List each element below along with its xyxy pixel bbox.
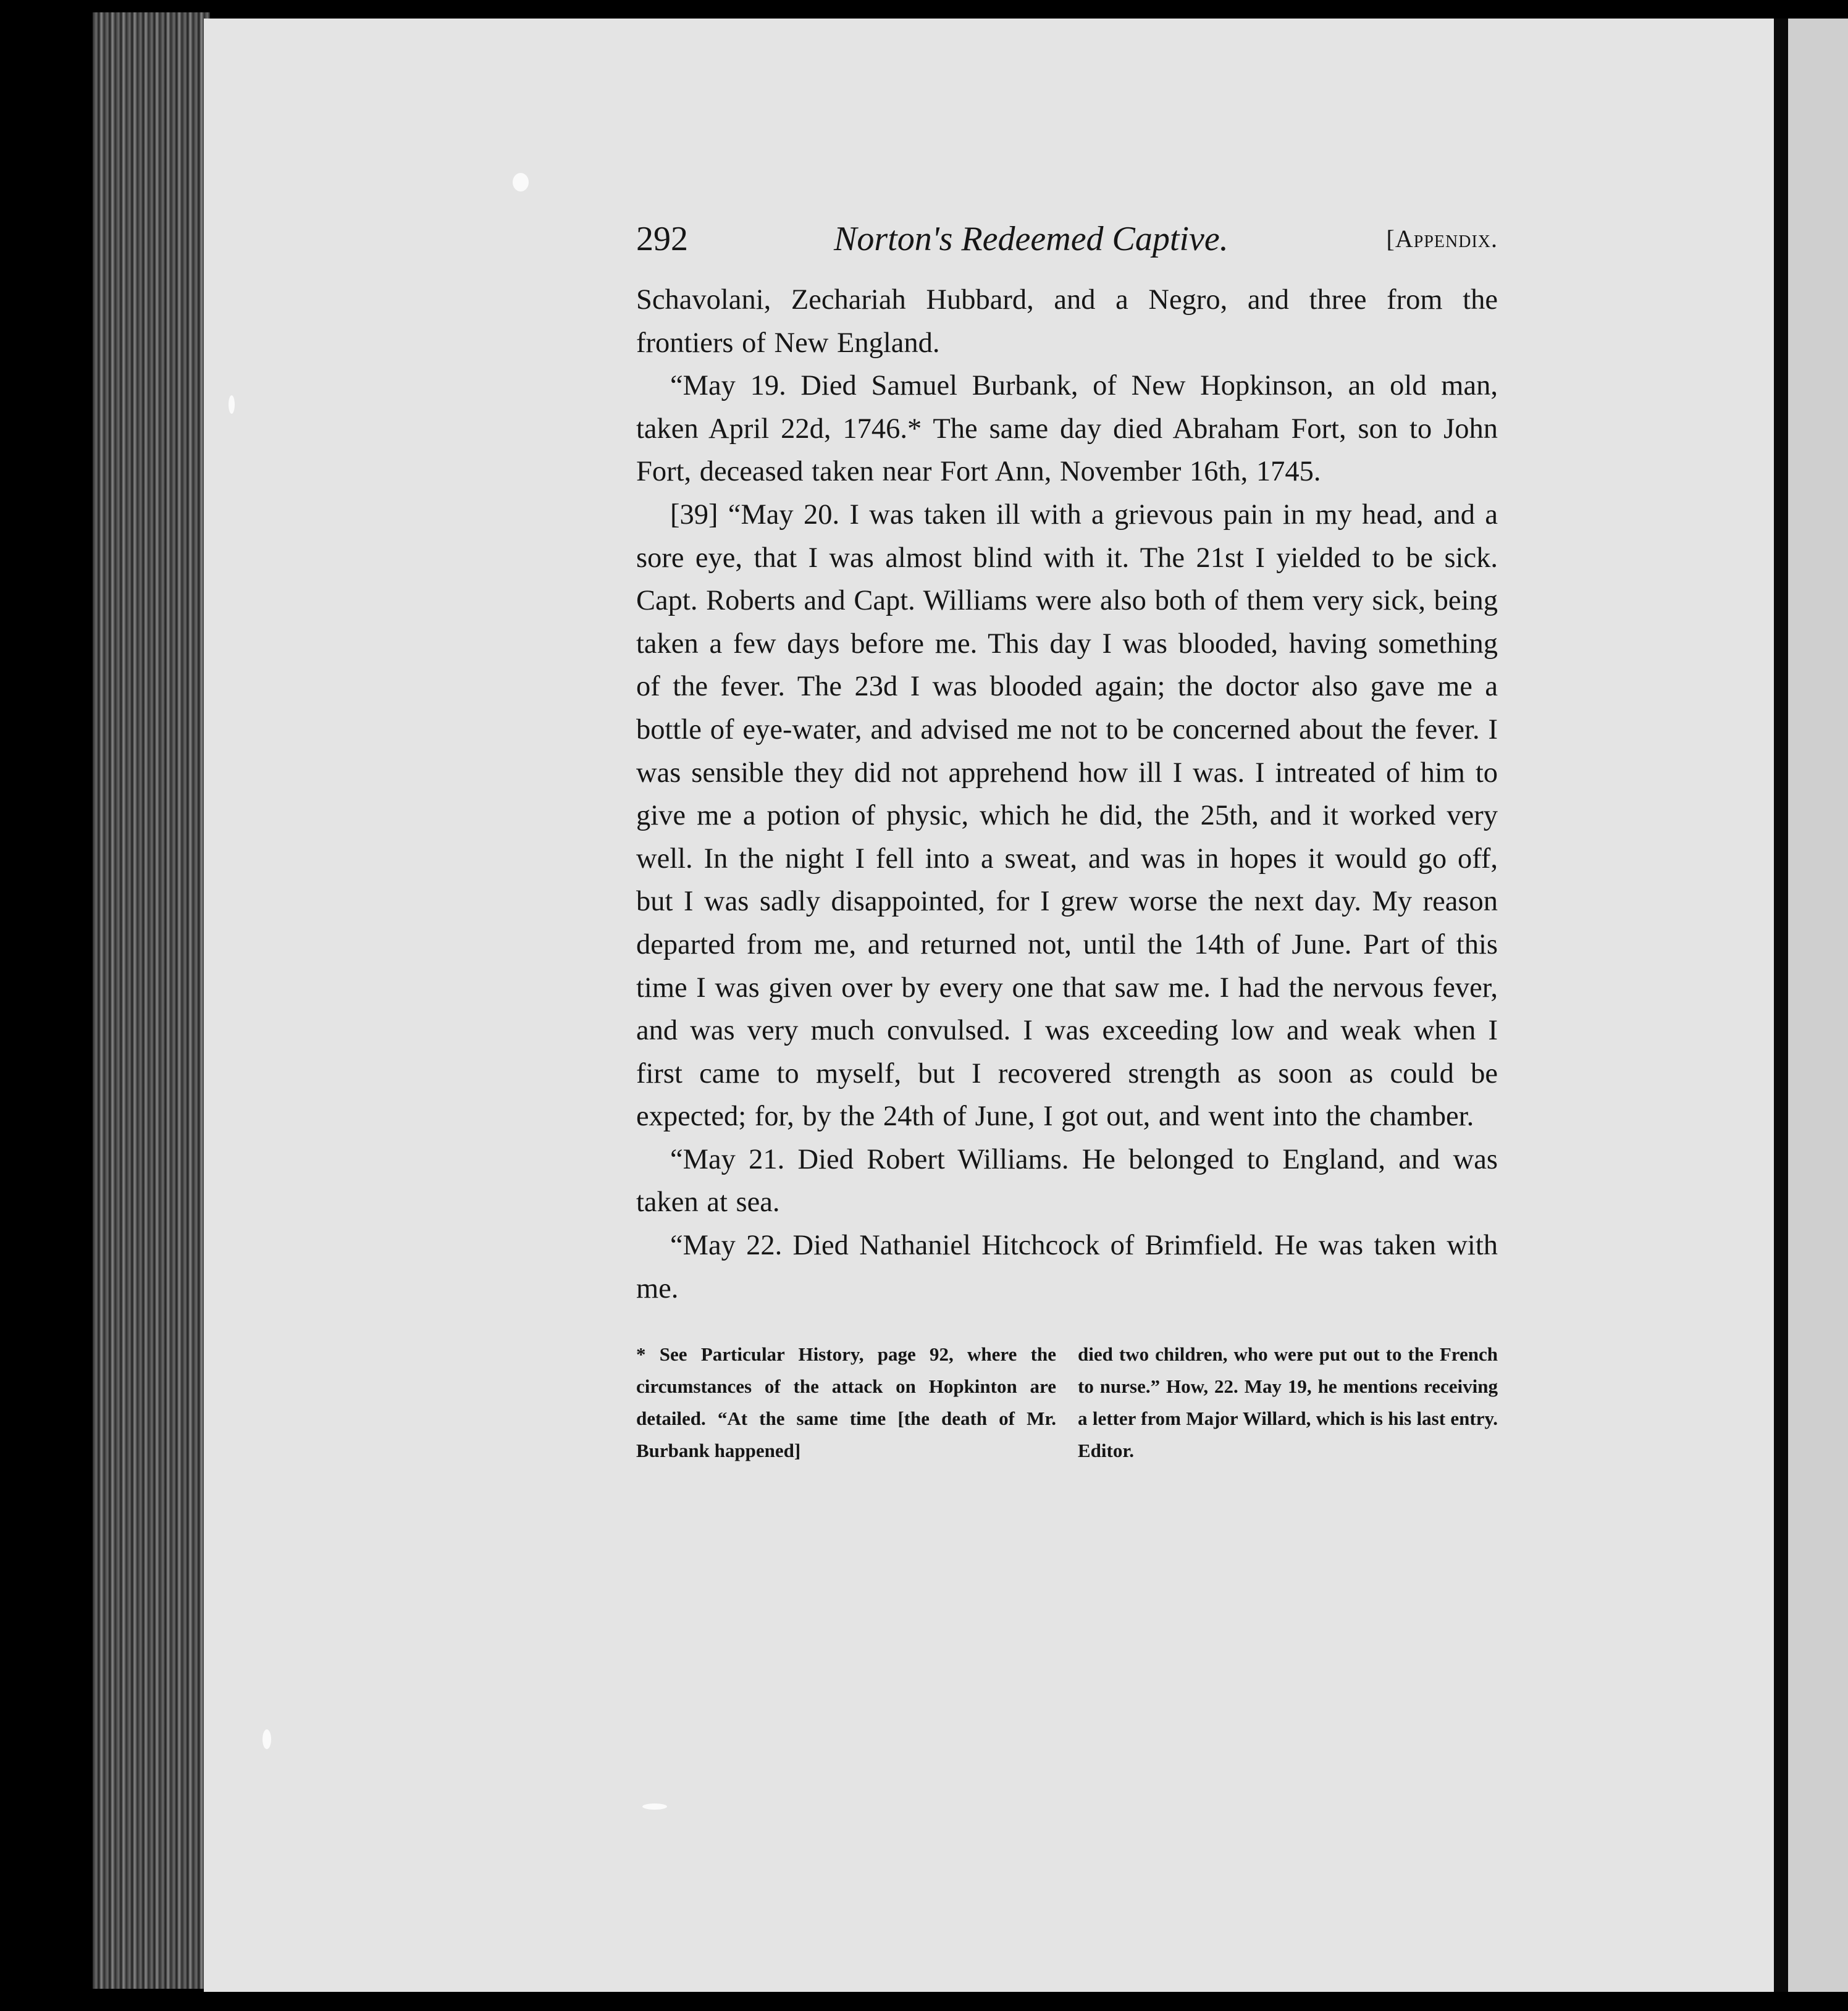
facing-page-edge [1788,19,1848,1992]
paragraph: [39] “May 20. I was taken ill with a grievous pain in my head, and a sore eye, that I was almost blind with it. The 21st I yielded to be sick. Capt. Roberts and Capt. Williams were also both of them very sick, being taken a few days before me. This day I was blooded, having something of the fever. The 23d I was blooded again; the doctor also gave me a bottle of eye-water, and advised me not to be concerned about the fever. I was sensible they did not apprehend how ill I was. I intreated of him to give me a potion of physic, which he did, the 25th, and it worked very well. In the night I fell into a sweat, and was in hopes it would go off, but I was sadly disappointed, for I grew worse the next day. My reason departed from me, and returned not, until the 14th of June. Part of this time I was given over by every one that saw me. I had the nervous fever, and was very much convulsed. I was exceeding low and weak when I first came to myself, but I recovered strength as soon as could be expected; for, by the 24th of June, I got out, and went into the chamber. [636,498,1498,1133]
page-text-block [636,219,1498,1467]
paragraph: “May 22. Died Nathaniel Hitchcock of Brimfield. He was taken with me. [636,1230,1498,1304]
dust-speck [229,395,235,414]
paragraph: Schavolani, Zechariah Hubbard, and a Negro, and three from the frontiers of New England. [636,284,1498,359]
paragraph: “May 21. Died Robert Williams. He belonged to England, and was taken at sea. [636,1143,1498,1219]
dust-speck [642,1803,667,1810]
body-text [636,279,1498,1310]
running-head [636,219,1498,275]
dust-speck [513,173,529,191]
gutter-shadow [1774,19,1789,1992]
paragraph: “May 19. Died Samuel Burbank, of New Hopkinson, an old man, taken April 22d, 1746.* The same day died Abraham Fort, son to John Fort, deceased taken near Fort Ann, November 16th, 1745. [636,370,1498,488]
page-number: 292 [636,220,688,258]
running-title: Norton's Redeemed Captive. [834,220,1228,258]
book-fore-edge [93,12,210,1989]
dust-speck [262,1729,271,1749]
footnote-right-column: died two children, who were put out to the French to nurse.” How, 22. May 19, he mentions receiving a letter from Major Willard, which is his last entry. Editor. [1078,1343,1498,1462]
footnote-left-column: * See Particular History, page 92, where the circumstances of the attack on Hopkinton are detailed. “At the same time [the death of Mr. Burbank happened] [636,1343,1056,1462]
section-label: [Appendix. [1386,225,1498,253]
footnote [636,1338,1498,1467]
